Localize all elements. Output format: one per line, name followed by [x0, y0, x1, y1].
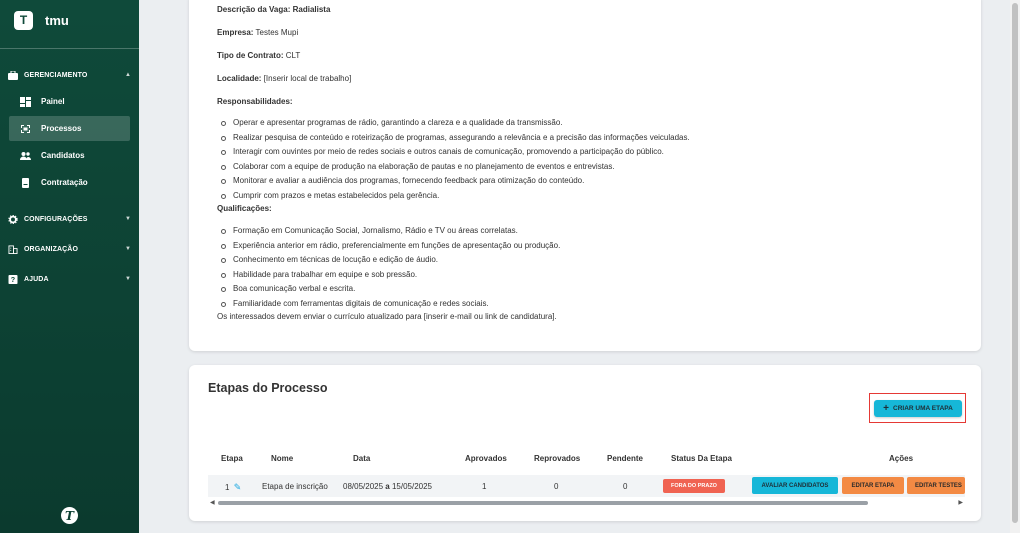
brand-name: tmu	[45, 12, 69, 28]
column-header-reprovados: Reprovados	[534, 454, 581, 463]
list-item: Boa comunicação verbal e escrita.	[217, 282, 560, 297]
list-item: Monitorar e avaliar a audiência dos programas, fornecendo feedback para otimização do conteúdo.	[217, 174, 690, 189]
sidebar-item-label: Contratação	[41, 178, 88, 187]
chevron-up-icon: ▲	[124, 72, 131, 78]
sidebar-item-painel[interactable]	[9, 89, 130, 114]
brand[interactable]	[0, 2, 139, 38]
plus-icon: +	[883, 403, 889, 414]
footer-logo: T	[61, 507, 78, 524]
section-ajuda[interactable]	[0, 267, 139, 291]
location-line	[217, 74, 351, 83]
section-label: ORGANIZAÇÃO	[24, 245, 78, 253]
edit-icon[interactable]: ✎	[233, 482, 242, 492]
stage-number: 1	[225, 483, 230, 492]
cell-data	[343, 482, 432, 491]
company-line	[217, 28, 298, 37]
create-stage-label: CRIAR UMA ETAPA	[893, 405, 953, 412]
job-title-label: Descrição da Vaga:	[217, 5, 291, 14]
evaluate-candidates-button[interactable]: AVALIAR CANDIDATOS	[752, 477, 838, 494]
chevron-down-icon: ▼	[124, 216, 131, 222]
column-header-aprovados: Aprovados	[465, 454, 507, 463]
list-item: Interagir com ouvintes por meio de redes sociais e outros canais de comunicação, promovendo a participação do público.	[217, 145, 690, 160]
chevron-down-icon: ▼	[124, 246, 131, 252]
list-item: Familiaridade com ferramentas digitais de comunicação e redes sociais.	[217, 297, 560, 312]
help-icon	[8, 275, 18, 284]
job-title-line	[217, 5, 330, 14]
chevron-down-icon: ▼	[124, 276, 131, 282]
building-icon	[8, 245, 18, 254]
column-header-pendente: Pendente	[607, 454, 644, 463]
location-label: Localidade:	[217, 74, 262, 83]
cell-aprovados: 1	[482, 482, 487, 491]
column-header-etapa: Etapa	[221, 454, 243, 463]
list-item: Cumprir com prazos e metas estabelecidos pela gerência.	[217, 189, 690, 204]
list-item: Operar e apresentar programas de rádio, garantindo a clareza e a qualidade da transmissão.	[217, 116, 690, 131]
dashboard-icon	[20, 97, 31, 107]
contract-line	[217, 51, 300, 60]
process-icon	[20, 124, 31, 134]
section-title: Etapas do Processo	[208, 381, 328, 395]
edit-tests-button[interactable]: EDITAR TESTES	[907, 477, 965, 494]
create-stage-button[interactable]	[874, 400, 962, 417]
date-end: 15/05/2025	[391, 482, 433, 491]
closing-text: Os interessados devem enviar o currículo atualizado para [inserir e-mail ou link de candidatura].	[217, 312, 557, 321]
sidebar-item-candidatos[interactable]	[9, 143, 130, 168]
section-gerenciamento[interactable]	[0, 63, 139, 87]
section-label: AJUDA	[24, 275, 49, 283]
date-start: 08/05/2025	[343, 482, 384, 491]
edit-stage-button[interactable]: EDITAR ETAPA	[842, 477, 904, 494]
responsibilities-list	[217, 116, 690, 204]
cell-etapa	[225, 482, 241, 493]
date-separator: a	[385, 482, 390, 491]
horizontal-scrollbar[interactable]	[208, 499, 965, 507]
vertical-scrollbar[interactable]	[1010, 0, 1020, 533]
scrollbar-thumb[interactable]	[218, 501, 868, 505]
list-item: Colaborar com a equipe de produção na elaboração de pautas e no planejamento de eventos e entrevistas.	[217, 160, 690, 175]
list-item: Realizar pesquisa de conteúdo e roteirização de programas, assegurando a relevância e a precisão das informações veiculadas.	[217, 131, 690, 146]
document-icon	[20, 178, 31, 188]
scrollbar-thumb[interactable]	[1012, 3, 1018, 523]
job-description-card	[189, 0, 981, 351]
svg-text:?: ?	[10, 274, 16, 284]
people-icon	[20, 151, 31, 161]
qualifications-heading: Qualificações:	[217, 204, 272, 213]
status-badge: FORA DO PRAZO	[663, 479, 725, 493]
responsibilities-heading: Responsabilidades:	[217, 97, 293, 106]
company-value: Testes Mupi	[255, 28, 299, 37]
section-label: CONFIGURAÇÕES	[24, 215, 88, 223]
list-item: Habilidade para trabalhar em equipe e sob pressão.	[217, 268, 560, 283]
column-header-acoes: Ações	[889, 454, 914, 463]
sidebar-divider	[0, 48, 139, 49]
column-header-nome: Nome	[271, 454, 294, 463]
contract-value: CLT	[285, 51, 301, 60]
column-header-data: Data	[353, 454, 371, 463]
sidebar-item-processos[interactable]	[9, 116, 130, 141]
scroll-left-icon[interactable]: ◀	[210, 500, 215, 506]
gear-icon	[8, 215, 18, 224]
section-organizacao[interactable]	[0, 237, 139, 261]
location-value: [Inserir local de trabalho]	[263, 74, 352, 83]
sidebar-item-label: Processos	[41, 124, 82, 133]
list-item: Conhecimento em técnicas de locução e edição de áudio.	[217, 253, 560, 268]
list-item: Formação em Comunicação Social, Jornalismo, Rádio e TV ou áreas correlatas.	[217, 224, 560, 239]
list-item: Experiência anterior em rádio, preferencialmente em funções de apresentação ou produção.	[217, 239, 560, 254]
qualifications-list	[217, 224, 560, 312]
column-header-status: Status Da Etapa	[671, 454, 732, 463]
sidebar-item-label: Painel	[41, 97, 65, 106]
company-label: Empresa:	[217, 28, 254, 37]
cell-nome: Etapa de inscrição	[262, 482, 328, 491]
scroll-right-icon[interactable]: ▶	[958, 500, 963, 506]
section-label: GERENCIAMENTO	[24, 71, 88, 79]
brand-logo: T	[14, 11, 33, 30]
section-configuracoes[interactable]	[0, 207, 139, 231]
sidebar	[0, 0, 139, 533]
job-title-value: Radialista	[292, 5, 331, 14]
cell-pendente: 0	[623, 482, 628, 491]
cell-reprovados: 0	[554, 482, 559, 491]
process-stages-card	[189, 365, 981, 521]
briefcase-icon	[8, 71, 18, 80]
contract-label: Tipo de Contrato:	[217, 51, 284, 60]
sidebar-item-label: Candidatos	[41, 151, 85, 160]
sidebar-item-contratacao[interactable]	[9, 170, 130, 195]
